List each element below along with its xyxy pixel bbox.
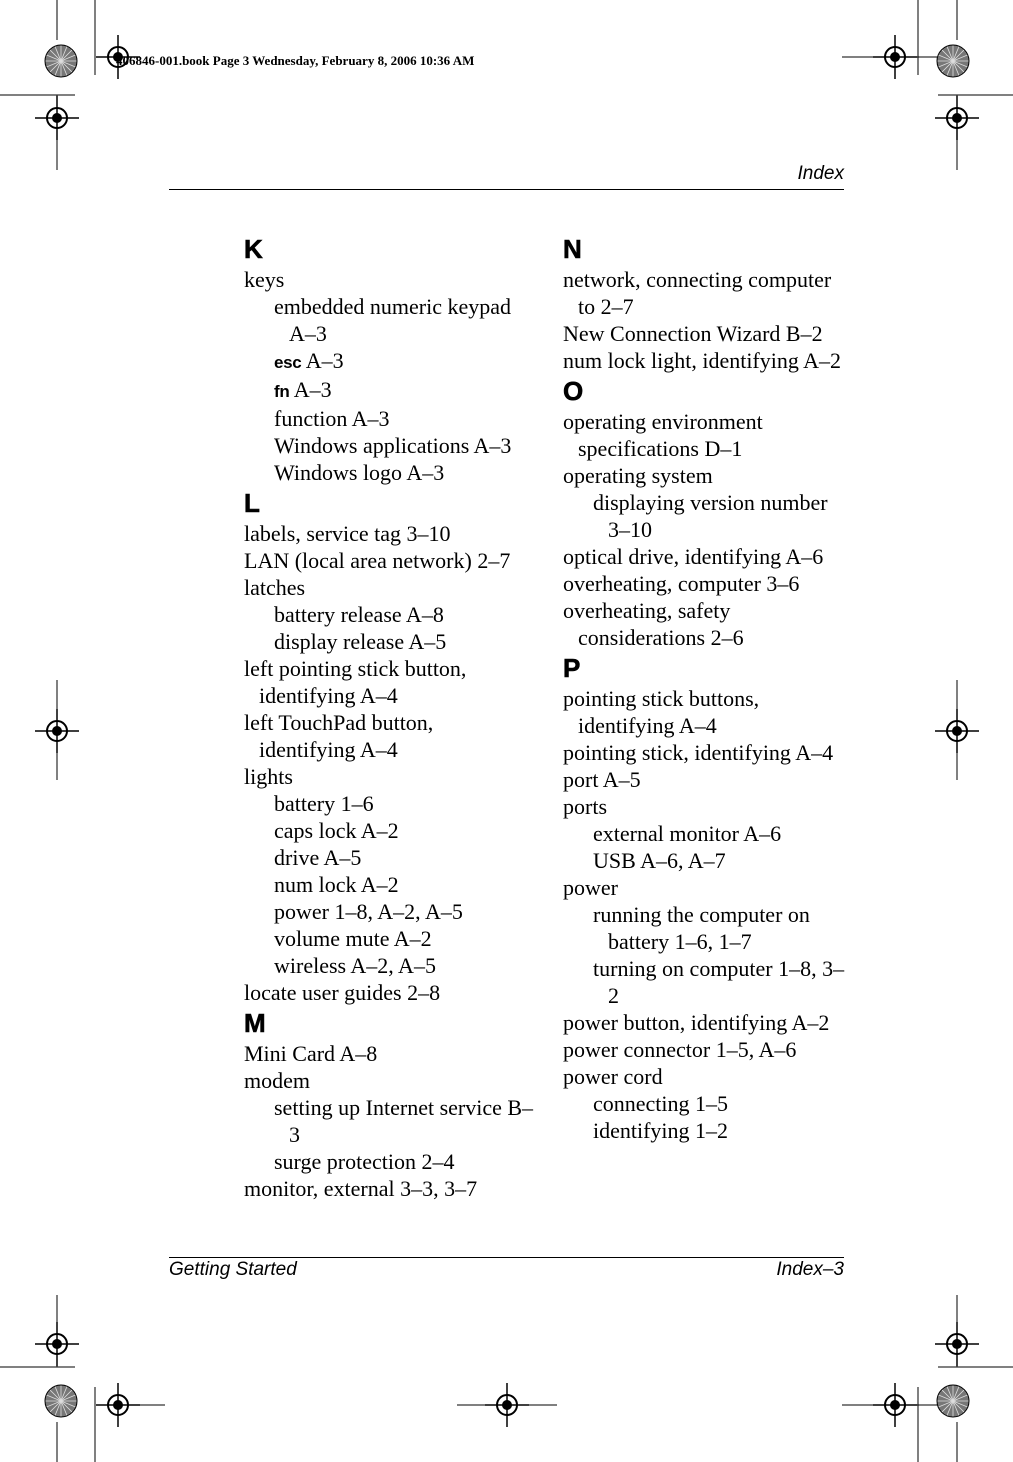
index-section-n [563, 232, 853, 374]
key-label: fn [274, 382, 290, 401]
index-section-p [563, 651, 853, 1144]
section-letter: O [563, 376, 584, 406]
index-subentry: volume mute A–2 [274, 926, 432, 951]
index-subentry: function A–3 [274, 406, 390, 431]
index-entry: Mini Card A–8 [244, 1041, 378, 1066]
index-entry: network, connecting computer to 2–7 [563, 267, 832, 319]
index-entry: operating environment specifications D–1 [563, 409, 763, 461]
index-subentry: num lock A–2 [274, 872, 399, 897]
section-letter: L [244, 488, 260, 518]
index-subentry: Windows logo A–3 [274, 460, 445, 485]
print-slug: 406846-001.book Page 3 Wednesday, February 8, 2006 10:36 AM [116, 53, 475, 68]
index-entry: keys [244, 267, 285, 292]
index-entry: overheating, computer 3–6 [563, 571, 800, 596]
index-entry: latches [244, 575, 306, 600]
index-entry: left pointing stick button, identifying A–4 [244, 656, 467, 708]
index-subentry: power 1–8, A–2, A–5 [274, 899, 463, 924]
index-entry: lights [244, 764, 293, 789]
index-subentry: caps lock A–2 [274, 818, 399, 843]
index-subentry: running the computer on battery 1–6, 1–7 [593, 902, 810, 954]
index-entry: num lock light, identifying A–2 [563, 348, 842, 373]
index-subentry: display release A–5 [274, 629, 447, 654]
index-subentry: drive A–5 [274, 845, 362, 870]
index-entry: LAN (local area network) 2–7 [244, 548, 511, 573]
index-subentry: fn A–3 [274, 377, 332, 402]
index-subentry: wireless A–2, A–5 [274, 953, 436, 978]
index-entry: left TouchPad button, identifying A–4 [244, 710, 434, 762]
index-entry: pointing stick buttons, identifying A–4 [563, 686, 760, 738]
header-rule [169, 189, 844, 190]
footer-rule [169, 1257, 844, 1258]
key-label: esc [274, 353, 302, 372]
index-subentry: external monitor A–6 [593, 821, 782, 846]
index-entry: New Connection Wizard B–2 [563, 321, 823, 346]
index-entry: port A–5 [563, 767, 641, 792]
index-section-l [244, 486, 534, 1006]
index-subentry: identifying 1–2 [593, 1118, 729, 1143]
index-entry: pointing stick, identifying A–4 [563, 740, 834, 765]
index-section-m [244, 1006, 534, 1202]
index-subentry: connecting 1–5 [593, 1091, 729, 1116]
index-entry: operating system [563, 463, 713, 488]
index-subentry: displaying version number 3–10 [593, 490, 828, 542]
section-letter: M [244, 1008, 266, 1038]
index-entry: ports [563, 794, 607, 819]
running-header-title: Index [797, 163, 844, 184]
index-column-right [563, 232, 853, 1144]
index-entry: monitor, external 3–3, 3–7 [244, 1176, 478, 1201]
index-subentry: battery 1–6 [274, 791, 374, 816]
index-subentry: Windows applications A–3 [274, 433, 512, 458]
section-letter: P [563, 653, 581, 683]
index-entry: power connector 1–5, A–6 [563, 1037, 797, 1062]
index-entry: locate user guides 2–8 [244, 980, 441, 1005]
index-entry: modem [244, 1068, 310, 1093]
index-column-left [244, 232, 534, 1202]
page-number: Index–3 [776, 1259, 844, 1280]
index-subentry: battery release A–8 [274, 602, 444, 627]
index-entry: power cord [563, 1064, 663, 1089]
footer-book-title: Getting Started [169, 1259, 297, 1280]
index-entry: overheating, safety considerations 2–6 [563, 598, 744, 650]
index-subentry: embedded numeric keypad A–3 [274, 294, 512, 346]
index-subentry: esc A–3 [274, 348, 344, 373]
section-letter: K [244, 234, 263, 264]
index-section-k [244, 232, 534, 486]
index-subentry: USB A–6, A–7 [593, 848, 726, 873]
index-subentry: surge protection 2–4 [274, 1149, 455, 1174]
index-entry: optical drive, identifying A–6 [563, 544, 824, 569]
index-subentry: setting up Internet service B–3 [274, 1095, 534, 1147]
section-letter: N [563, 234, 582, 264]
index-section-o [563, 374, 853, 651]
index-entry: labels, service tag 3–10 [244, 521, 451, 546]
index-entry: power [563, 875, 618, 900]
index-subentry: turning on computer 1–8, 3–2 [593, 956, 845, 1008]
index-entry: power button, identifying A–2 [563, 1010, 830, 1035]
